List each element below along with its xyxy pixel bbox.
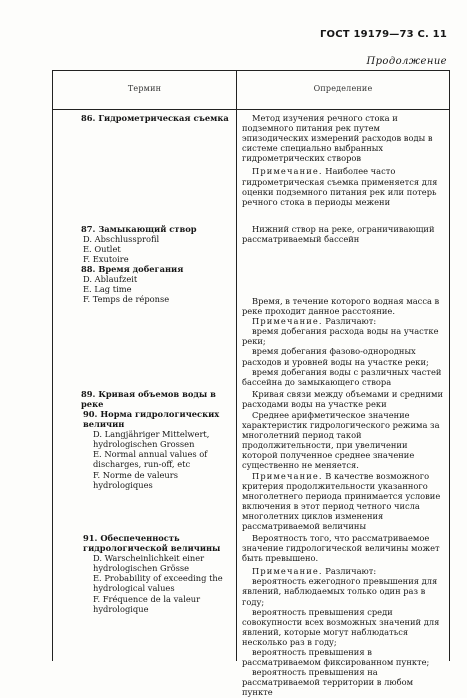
- term-en: E. Lag time: [83, 284, 132, 295]
- term-90: [57, 409, 232, 490]
- definition-note: [242, 471, 445, 532]
- definition-text: Метод изучения речного стока и подземного питания рек путем эпизодических измерений расходов воды в системе специально выбранных гидрометрических створов: [242, 113, 433, 164]
- definition-note: [242, 566, 445, 576]
- column-header-definition: Определение: [313, 84, 373, 93]
- term-title: 89. Кривая объемов воды в реке: [81, 389, 216, 410]
- term-fr: F. Fréquence de la valeur hydrologique: [93, 593, 201, 614]
- definition-89: [242, 389, 445, 409]
- term-86: [57, 113, 232, 123]
- term-title: 91. Обеспеченность гидрологической величины: [83, 533, 221, 554]
- definition-item: время добегания фазово-однородных расходов и уровней воды на участке реки;: [242, 346, 429, 367]
- note-text: В качестве возможного критерия продолжительности указанного многолетнего периода принимается условие включения в этот период четного числа многолетних циклов изменения рассматриваемой величины: [242, 470, 441, 532]
- note-text: Различают:: [325, 566, 377, 577]
- terms-table: [52, 70, 450, 698]
- definition-91: [242, 533, 445, 698]
- definition-88: [242, 296, 445, 387]
- definition-87: [242, 224, 445, 244]
- definition-text: Кривая связи между объемами и средними расходами воды на участке реки: [242, 389, 444, 410]
- note-label: Примечание.: [252, 316, 323, 327]
- term-89: [57, 389, 232, 409]
- note-label: Примечание.: [252, 166, 323, 177]
- term-en: E. Probability of exceeding the hydrological values: [93, 573, 223, 594]
- term-87: [57, 224, 232, 264]
- term-title: 87. Замыкающий створ: [81, 224, 197, 234]
- definition-item: время добегания воды с различных частей бассейна до замыкающего створа: [242, 366, 442, 387]
- term-de: D. Ablaufzeit: [83, 274, 138, 285]
- definition-text: Нижний створ на реке, ограничивающий рассматриваемый бассейн: [242, 224, 435, 245]
- definition-note: [242, 166, 445, 206]
- definition-90: [242, 410, 445, 531]
- term-de: D. Warscheinlichkeit einer hydrologischen Grösse: [93, 553, 205, 574]
- term-de: D. Langjähriger Mittelwert, hydrologischen Grossen: [93, 429, 210, 450]
- term-fr: F. Exutoire: [83, 254, 129, 265]
- definition-item: вероятность превышения на рассматриваемой территории в любом пункте: [242, 667, 414, 698]
- note-text: Различают:: [325, 316, 377, 327]
- continuation-label: Продолжение: [366, 56, 447, 67]
- definition-86: [242, 113, 445, 207]
- term-title: 86. Гидрометрическая съемка: [81, 113, 229, 123]
- column-divider: [236, 71, 237, 661]
- term-88: [57, 264, 232, 304]
- definition-text: Среднее арифметическое значение характеристик гидрологического режима за многолетний период такой продолжительности, при увеличении которой полученное среднее значение существенно не меняется.: [242, 410, 440, 471]
- term-title: 88. Время добегания: [81, 264, 184, 274]
- term-en: E. Normal annual values of discharges, run-off, etc: [93, 449, 208, 470]
- note-label: Примечание.: [252, 566, 323, 577]
- term-en: E. Outlet: [83, 244, 121, 255]
- definition-item: вероятность превышения среди совокупности всех возможных значений для явлений, которые могут наблюдаться несколько раз в году;: [242, 606, 440, 647]
- term-fr: F. Temps de réponse: [83, 294, 170, 305]
- term-91: [57, 533, 232, 614]
- definition-item: время добегания расхода воды на участке реки;: [242, 326, 439, 347]
- note-label: Примечание.: [252, 470, 323, 481]
- term-de: D. Abschlussprofil: [83, 234, 160, 245]
- term-fr: F. Norme de valeurs hydrologiques: [93, 469, 178, 490]
- definition-note: [242, 316, 445, 326]
- definition-item: вероятность ежегодного превышения для явлений, наблюдаемых только один раз в году;: [242, 576, 438, 607]
- note-text: Наиболее часто гидрометрическая съемка применяется для оценки подземного питания рек или потерь речного стока в периоды межени: [242, 166, 438, 207]
- header-rule: [53, 109, 449, 110]
- definition-text: Вероятность того, что рассматриваемое значение гидрологической величины может быть превышено.: [242, 533, 440, 564]
- column-header-term: Термин: [127, 84, 162, 93]
- term-title: 90. Норма гидрологических величин: [83, 409, 220, 430]
- definition-text: Время, в течение которого водная масса в реке проходит данное расстояние.: [242, 296, 440, 317]
- standard-number: ГОСТ 19179—73 С. 11: [319, 29, 447, 40]
- definition-item: вероятность превышения в рассматриваемом фиксированном пункте;: [242, 647, 430, 668]
